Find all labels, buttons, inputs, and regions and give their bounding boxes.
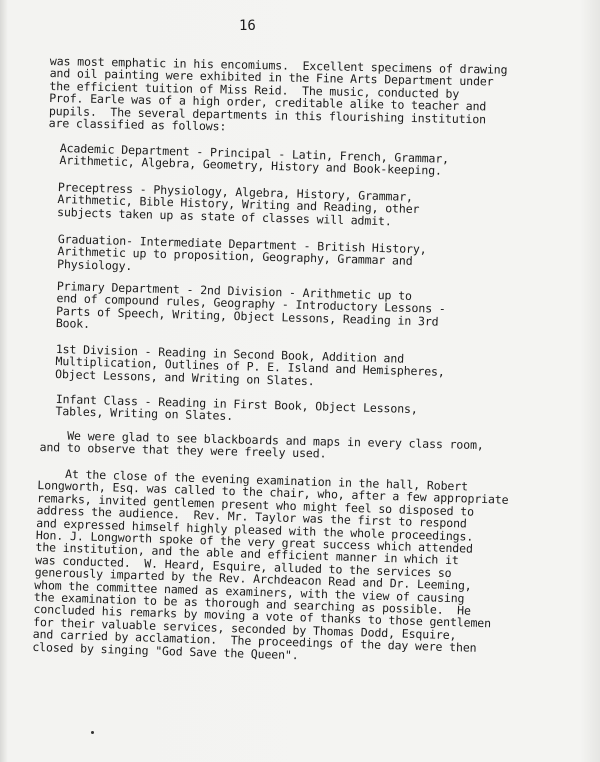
department-entry-intermediate: Graduation- Intermediate Department - British History, Arithmetic up to proposition, Geography, Grammar and Physiology. — [56, 232, 427, 273]
blackboards-paragraph: We were glad to see blackboards and maps in every class room, and to observe that they were freely used. — [39, 428, 484, 461]
department-entry-academic: Academic Department - Principal - Latin, French, Grammar, Arithmetic, Algebra, Geometry, History and Book-keeping. — [59, 141, 450, 179]
department-entry-preceptress: Preceptress - Physiology, Algebra, History, Grammar, Arithmetic, Bible History, Writing and Reading, other subjects taken up as state of classes will admit. — [56, 180, 420, 229]
ink-speck — [91, 731, 94, 734]
closing-paragraph: At the close of the evening examination in the hall, Robert Longworth, Esq. was called to the chair, who, after a few appropriate remarks, invited gentlemen present who might feel so disposed to address the audience. Rev. Mr. Taylor was the first to respond and expressed himself highly pleased with the whole proceedings. Hon. J. Longworth spoke of the very great success which attended the institution, and the able and efficient manner in which it was conducted. W. Heard, Esquire, alluded to the services so generously imparted by the Rev. Archdeacon Read and Dr. Leeming, whom the committee named as examiners, with the view of causing the examination to be as thorough and searching as possible. He concluded his remarks by moving a vote of thanks to those gentlemen for their valuable services, seconded by Thomas Dodd, Esquire, and carried by acclamation. The proceedings of the day were then closed by singing "God Save the Queen". — [32, 466, 509, 662]
department-entry-primary: Primary Department - 2nd Division - Arithmetic up to end of compound rules, Geography - Introductory Lessons - Parts of Speech, Writing, Object Lessons, Reading in 3rd Book. — [55, 279, 446, 332]
page-number: 16 — [239, 18, 256, 34]
intro-paragraph: was most emphatic in his encomiums. Excellent specimens of drawing and oil painting were exhibited in the Fine Arts Department under the efficient tuition of Miss Reid. The music, conducted by Prof. Earle was of a high order, creditable alike to teacher and pupils. The several departments in this flourishing institution are classified as follows: — [48, 54, 508, 134]
department-entry-infant-class: Infant Class - Reading in First Book, Object Lessons, Tables, Writing on Slates. — [55, 392, 418, 424]
department-entry-first-division: 1st Division - Reading in Second Book, Addition and Multiplication, Outlines of P. E. Island and Hemispheres, Object Lessons, and Writing on Slates. — [54, 342, 445, 389]
